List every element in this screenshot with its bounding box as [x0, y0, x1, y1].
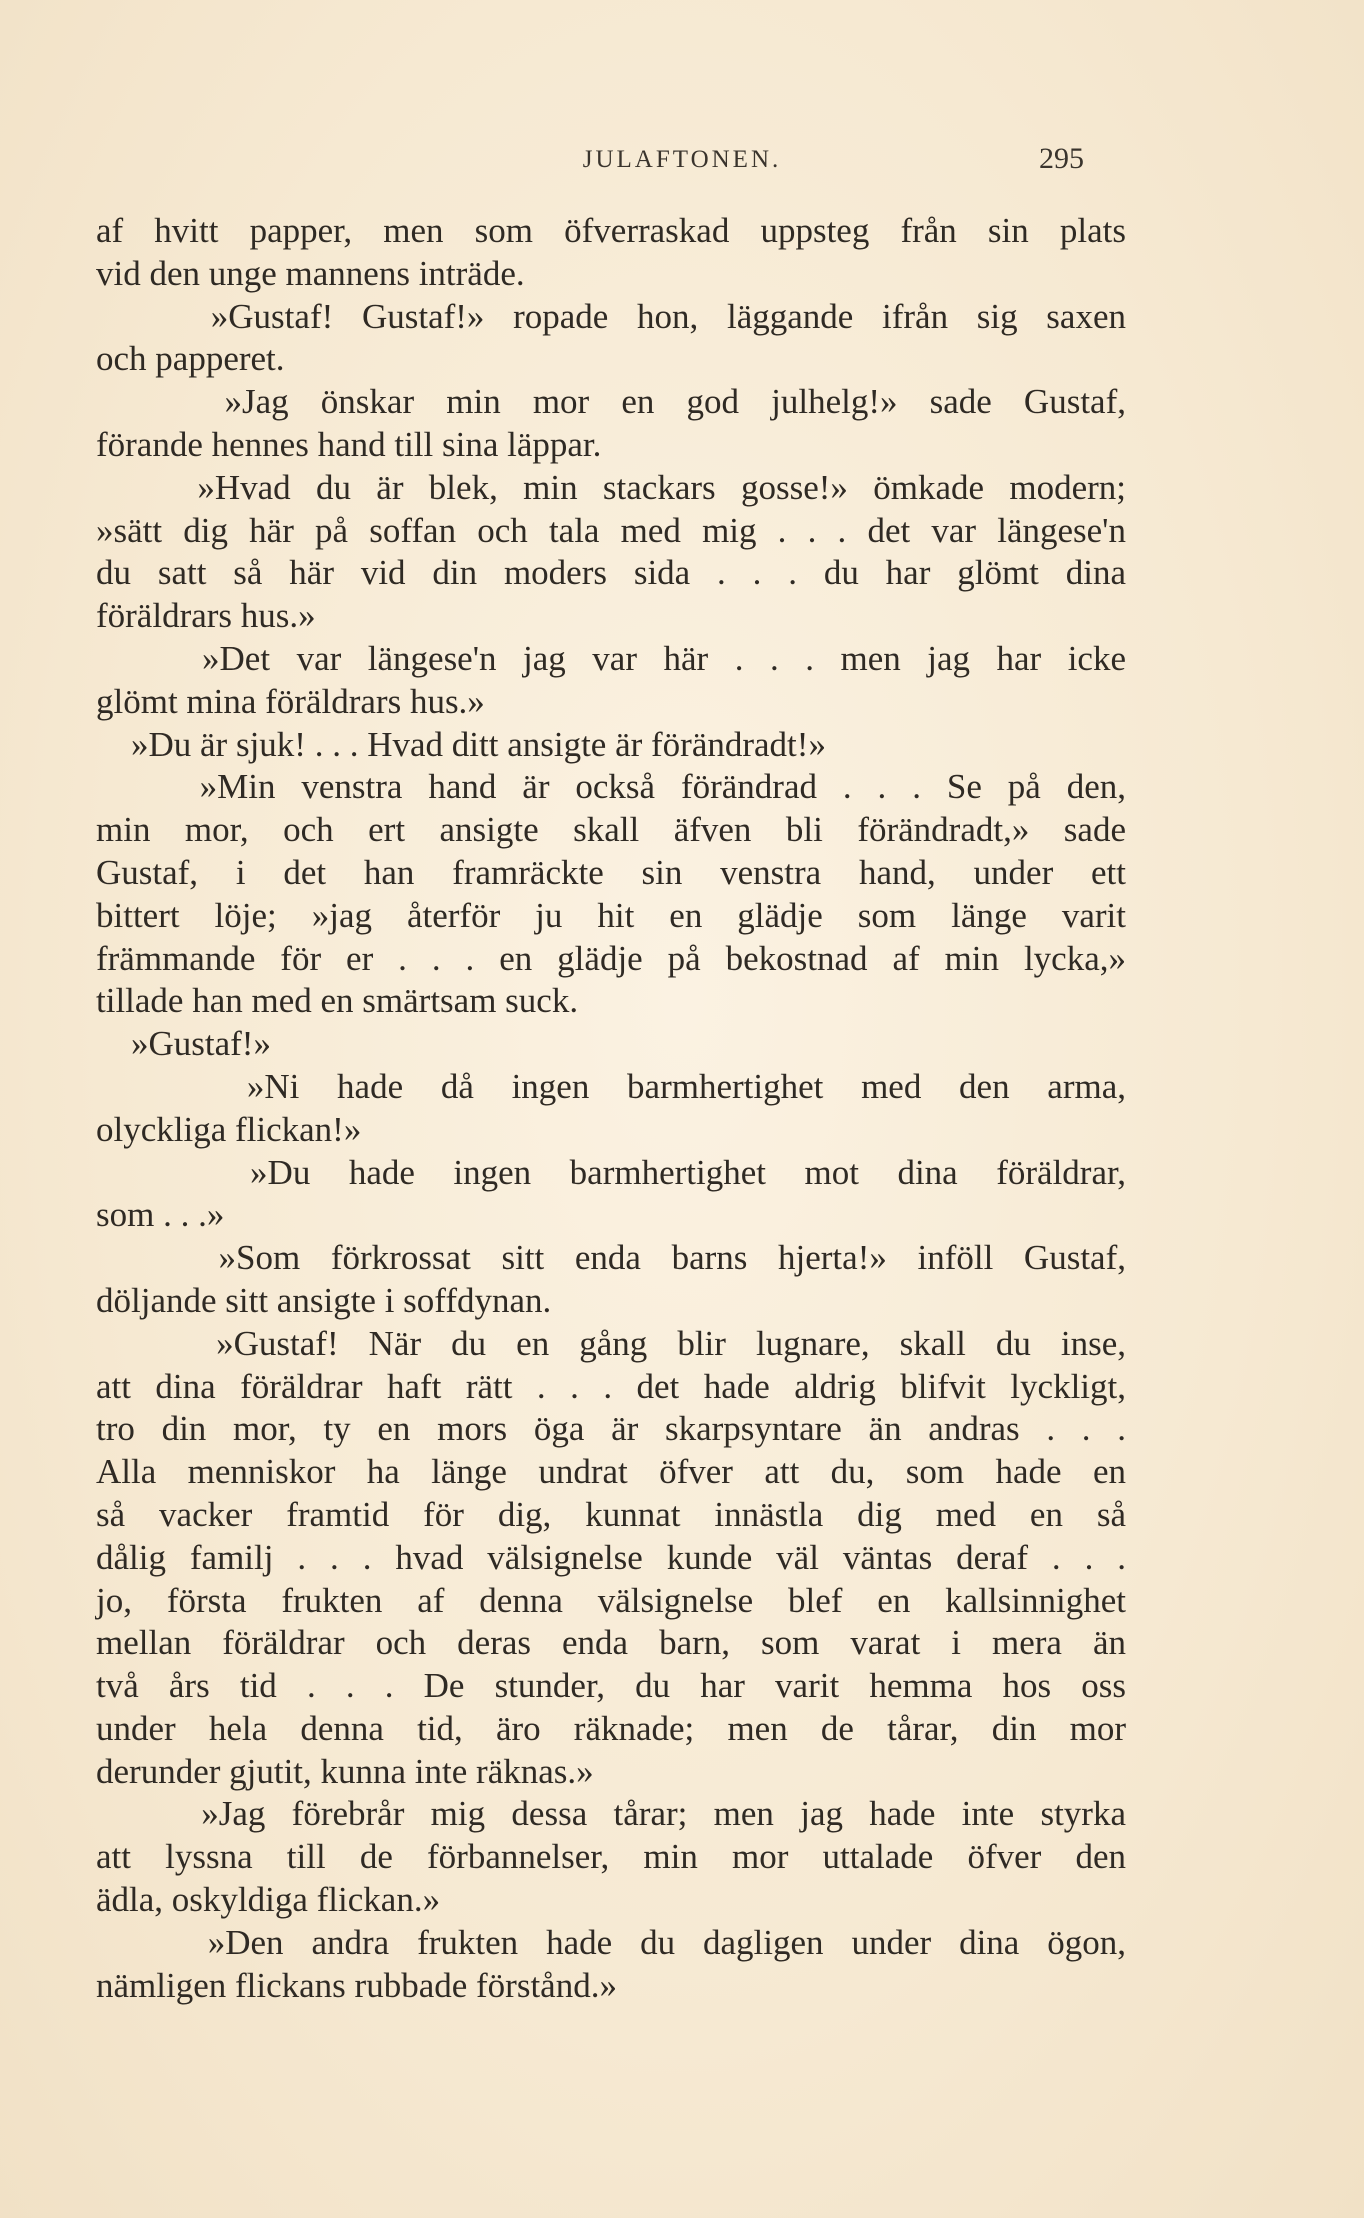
text-line: två års tid . . . De stunder, du har varit hemma hos oss — [96, 1666, 1126, 1706]
text-line: ädla, oskyldiga flickan.» — [96, 1880, 441, 1920]
text-line: jo, första frukten af denna välsignelse blef en kallsinnighet — [96, 1580, 1126, 1620]
text-line: så vacker framtid för dig, kunnat innästla dig med en så — [96, 1494, 1126, 1534]
running-title: JULAFTONEN. — [582, 146, 782, 173]
text-line: »Det var längese'n jag var här . . . men jag har icke — [96, 638, 1126, 678]
text-line: »Gustaf! När du en gång blir lugnare, skall du inse, — [96, 1323, 1126, 1363]
body-text — [96, 210, 1126, 2007]
text-line: tillade han med en smärtsam suck. — [96, 981, 579, 1021]
text-line: främmande för er . . . en glädje på bekostnad af min lycka,» — [96, 938, 1126, 978]
text-line: dålig familj . . . hvad välsignelse kunde väl väntas deraf . . . — [96, 1537, 1126, 1577]
text-line: vid den unge mannens inträde. — [96, 253, 525, 293]
text-line: »Du är sjuk! . . . Hvad ditt ansigte är förändradt!» — [96, 724, 826, 764]
text-line: mellan föräldrar och deras enda barn, som varat i mera än — [96, 1623, 1126, 1663]
running-head — [0, 142, 1364, 186]
text-line: af hvitt papper, men som öfverraskad uppsteg från sin plats — [96, 211, 1126, 250]
text-line: »Den andra frukten hade du dagligen under dina ögon, — [96, 1922, 1126, 1962]
text-line: döljande sitt ansigte i soffdynan. — [96, 1280, 552, 1320]
text-line: »Jag förebrår mig dessa tårar; men jag hade inte styrka — [96, 1794, 1126, 1834]
text-line: »sätt dig här på soffan och tala med mig . . . det var längese'n — [96, 510, 1126, 550]
text-line: »Min venstra hand är också förändrad . . . Se på den, — [96, 767, 1126, 807]
text-line: olyckliga flickan!» — [96, 1109, 362, 1149]
text-line: derunder gjutit, kunna inte räknas.» — [96, 1751, 594, 1791]
text-line: under hela denna tid, äro räknade; men de tårar, din mor — [96, 1708, 1126, 1748]
text-line: som . . .» — [96, 1195, 225, 1235]
text-line: att lyssna till de förbannelser, min mor uttalade öfver den — [96, 1837, 1126, 1877]
text-line: »Gustaf! Gustaf!» ropade hon, läggande ifrån sig saxen — [96, 296, 1126, 336]
text-line: »Ni hade då ingen barmhertighet med den arma, — [96, 1066, 1126, 1106]
page-number: 295 — [1039, 142, 1084, 175]
text-line: att dina föräldrar haft rätt . . . det hade aldrig blifvit lyckligt, — [96, 1366, 1126, 1406]
text-line: tro din mor, ty en mors öga är skarpsyntare än andras . . . — [96, 1409, 1126, 1449]
text-line: och papperet. — [96, 339, 285, 379]
text-line: Gustaf, i det han framräckte sin venstra hand, under ett — [96, 852, 1126, 892]
text-line: »Gustaf!» — [96, 1024, 271, 1064]
text-line: »Du hade ingen barmhertighet mot dina föräldrar, — [96, 1152, 1126, 1192]
text-line: bittert löje; »jag återför ju hit en glädje som länge varit — [96, 895, 1126, 935]
text-line: nämligen flickans rubbade förstånd.» — [96, 1965, 617, 2005]
text-line: »Som förkrossat sitt enda barns hjerta!» inföll Gustaf, — [96, 1238, 1126, 1278]
text-line: »Jag önskar min mor en god julhelg!» sade Gustaf, — [96, 382, 1126, 422]
text-line: min mor, och ert ansigte skall äfven bli förändradt,» sade — [96, 810, 1126, 850]
text-line: du satt så här vid din moders sida . . . du har glömt dina — [96, 553, 1126, 593]
text-line: Alla menniskor ha länge undrat öfver att du, som hade en — [96, 1452, 1126, 1492]
text-line: »Hvad du är blek, min stackars gosse!» ömkade modern; — [96, 467, 1126, 507]
text-line: glömt mina föräldrars hus.» — [96, 681, 485, 721]
text-line: föräldrars hus.» — [96, 596, 316, 636]
text-line: förande hennes hand till sina läppar. — [96, 424, 602, 464]
